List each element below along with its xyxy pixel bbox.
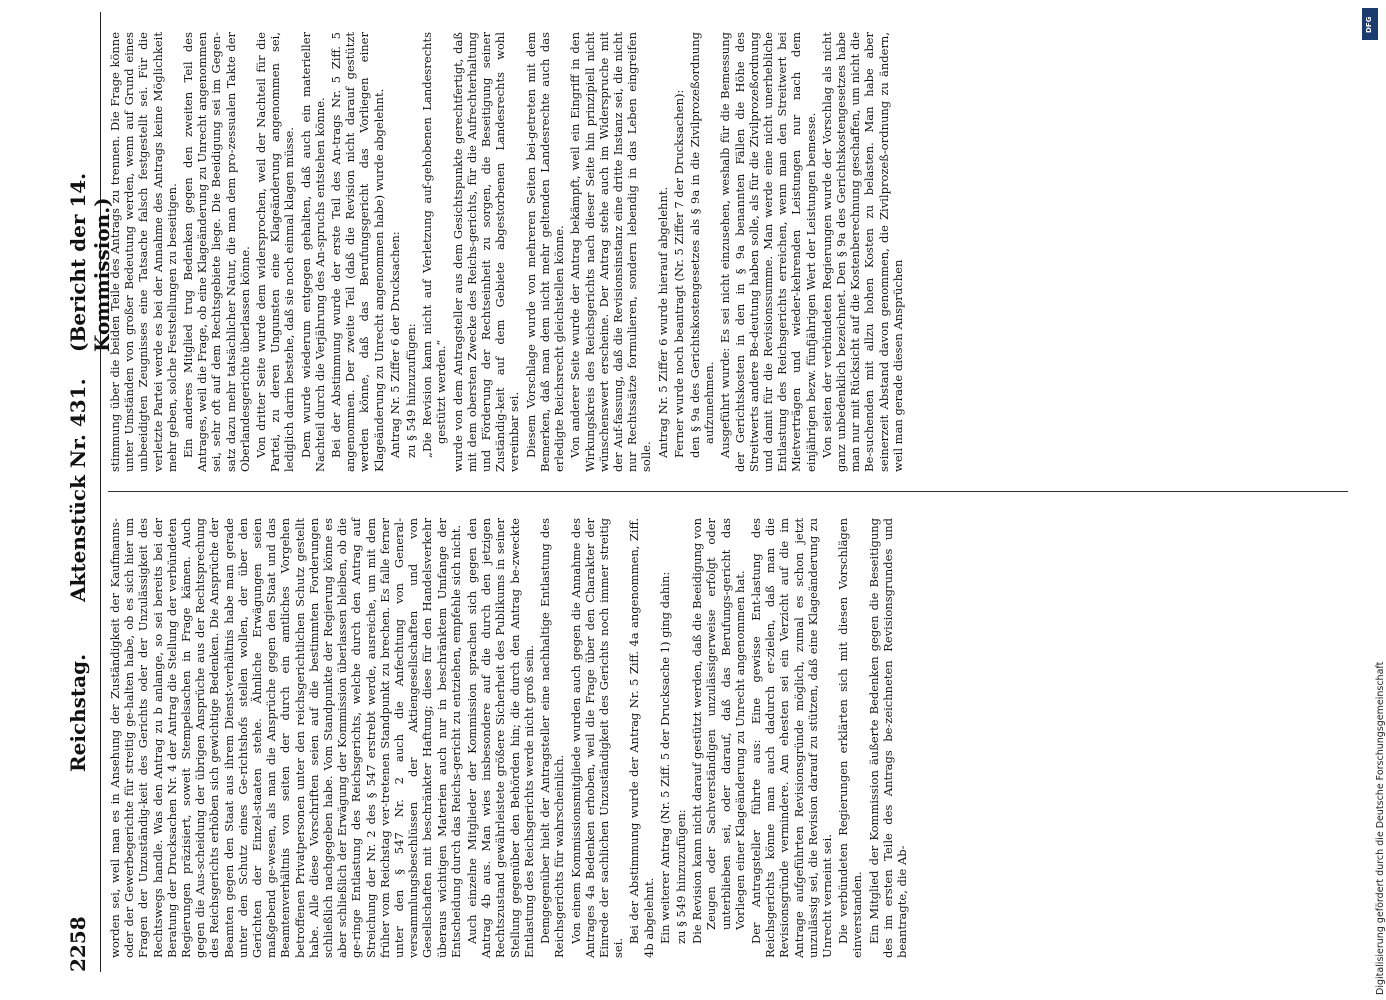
right-column xyxy=(108,32,1348,472)
right-title: (Bericht der 14. Kommission.) xyxy=(66,172,114,352)
paragraph: Der Antragsteller führte aus: Eine gewisse Ent-lastung des Reichsgerichts könne man auch dadurch er-zielen, daß man die Revisionsgründe vermindere. Am ehesten sei ein Verzicht auf die im Antrage aufgeführten Revisionsgründe möglich, zumal es schon jetzt unzulässig sei, die Revision darauf zu stützen, daß eine Klageänderung zu Unrecht verneint sei. xyxy=(748,518,834,958)
paragraph: Diesem Vorschlage wurde von mehreren Seiten bei-getreten mit dem Bemerken, daß man dem nicht mehr geltenden Landesrechte auch das erledigte Reichsrecht gleichstellen könne. xyxy=(523,32,567,472)
quoted-paragraph: Die Revision kann nicht darauf gestützt werden, daß die Beeidigung von Zeugen oder Sachverständigen unzulässigerweise erfolgt oder unterblieben sei, oder darauf, daß das Berufungs-gericht das Vorliegen einer Klageänderung zu Unrecht angenommen hat. xyxy=(690,518,747,944)
left-column xyxy=(108,518,1348,958)
paragraph: Demgegenüber hielt der Antragsteller eine nachhaltige Entlastung des Reichsgerichts für wahrscheinlich. xyxy=(538,518,567,958)
paragraph: Antrag Nr. 5 Ziffer 6 wurde hierauf abgelehnt. xyxy=(655,186,670,458)
left-title: Reichstag. xyxy=(66,653,90,772)
paragraph: Von einem Kommissionsmitgliede wurden auch gegen die Annahme des Antrages 4a Bedenken erhoben, weil die Frage über den Charakter der Einrede der sachlichen Unzuständigkeit des Gerichts noch immer streitig sei. xyxy=(568,518,626,958)
quoted-paragraph: den § 9a des Gerichtskostengesetzes als § 9a in die Zivilprozeßordnung aufzunehmen. xyxy=(687,32,717,458)
paragraph: Ferner wurde noch beantragt (Nr. 5 Ziffer 7 der Drucksachen): xyxy=(671,89,686,458)
paragraph: Von seiten der verbündeten Regierungen wurde der Vorschlag als nicht ganz unbedenklich bezeichnet. Den § 9a des Gerichtskostengesetzes habe man nur mit Rücksicht auf die Kostenberechnung geschaffen, um nicht die Be-suchenden mit allzu hohen Kosten zu belasten. Man habe aber seinerzeit Abstand davon genommen, die Zivilprozeß-ordnung zu ändern, weil man gerade diesen Ansprüchen xyxy=(819,32,905,472)
paragraph: Auch einzelne Mitglieder der Kommission sprachen sich gegen den Antrag 4b aus. Man wies insbesondere auf die durch den jetzigen Rechtszustand gewährleistete größere Sicherheit des Publikums in seiner Stellung gegenüber den Behörden hin; die durch den Antrag be-zweckte Entlastung des Reichsgerichts werde nicht groß sein. xyxy=(465,518,536,958)
dfg-logo-text: DFG xyxy=(1365,16,1373,33)
page-header xyxy=(60,12,114,972)
paragraph: Ein Mitglied der Kommission äußerte Bedenken gegen die Beseitigung des im ersten Teile des Antrags be-zeichneten Revisionsgrundes und beantragte, die Ab- xyxy=(866,518,909,958)
paragraph: zu § 549 hinzuzufügen: xyxy=(404,323,419,458)
paragraph: Ausgeführt wurde: Es sei nicht einzusehen, weshalb für die Bemessung der Gerichtskosten in den in § 9a benannten Fällen die Höhe des Streitwerts andere Be-deutung haben solle, als für die Zivilprozeßordnung und damit für die Revisionssumme. Man werde eine nicht unerhebliche Entlastung des Reichsgerichts erreichen, wenn man den Streitwert bei Mietverträgen und wieder-kehrenden Leistungen nur nach dem einjährigen bezw. fünfjährigen Wert der Leistungen bemesse. xyxy=(718,32,818,472)
paragraph: wurde von dem Antragsteller aus dem Gesichtspunkte gerechtfertigt, daß mit dem obersten Zwecke des Reichs-gerichts, für die Aufrechterhaltung und Förderung der Rechtseinheit zu sorgen, die Beseitigung seiner Zuständig-keit auf dem Gebiete abgestorbenen Landesrechts wohl vereinbar sei. xyxy=(450,32,522,472)
paragraph: zu § 549 hinzuzufügen: xyxy=(673,809,688,944)
paragraph: stimmung über die beiden Teile des Antrags zu trennen. Die Frage könne unter Umständen von großer Bedeutung werden, wenn auf Grund eines unbeeidigten Zeugnisses eine Tatsache falsch festgestellt sei. Für die verletzte Partei werde es bei der Annahme des Antrags keine Möglichkeit mehr geben, solche Feststellungen zu beseitigen. xyxy=(108,32,179,472)
paragraph: Die verbündeten Regierungen erklärten sich mit diesen Vorschlägen einverstanden. xyxy=(836,518,865,958)
document-page xyxy=(60,12,1360,972)
paragraph: Bei der Abstimmung wurde der Antrag Nr. 5 Ziff. 4a angenommen, Ziff. 4b abgelehnt. xyxy=(627,518,656,958)
digitization-credit: Digitalisierung gefördert durch die Deutsche Forschungsgemeinschaft xyxy=(1375,661,1386,995)
quoted-paragraph: „Die Revision kann nicht auf Verletzung auf-gehobenen Landesrechts gestützt werden.“ xyxy=(420,32,449,458)
paragraph: Antrag Nr. 5 Ziffer 6 der Drucksachen: xyxy=(387,231,402,458)
dfg-logo-icon xyxy=(1362,8,1378,40)
paragraph: Ein anderes Mitglied trug Bedenken gegen den zweiten Teil des Antrages, weil die Frage, ob eine Klageänderung zu Unrecht angenommen sei, sehr oft auf dem Rechtsgebiete liege. Die Beeidigung sei im Gegen-satz dazu mehr tatsächlicher Natur, die man dem pro-zessualen Takte der Oberlandesgerichte überlassen könne. xyxy=(181,32,252,472)
paragraph: Von dritter Seite wurde dem widersprochen, weil der Nachteil für die Partei, zu deren Ungunsten eine Klageänderung angenommen sei, lediglich darin bestehe, daß sie noch einmal klagen müsse. xyxy=(254,32,297,472)
column-divider xyxy=(108,491,1348,492)
paragraph: Von anderer Seite wurde der Antrag bekämpft, weil ein Eingriff in den Wirkungskreis des Reichsgerichts nach dieser Seite hin prinzipiell nicht wünschenswert erscheine. Der Antrag stehe auch im Widerspruche mit der Auf-fassung, daß die Revisionsinstanz eine dritte Instanz sei, die nicht nur Rechtssätze formulieren, sondern lebendig in das Leben eingreifen solle. xyxy=(568,32,654,472)
center-title: Aktenstück Nr. 431. xyxy=(66,378,90,602)
paragraph: Dem wurde wiederum entgegen gehalten, daß auch ein materieller Nachteil durch die Verjährung des An-spruchs entstehen könne. xyxy=(298,32,327,472)
paragraph: Bei der Abstimmung wurde der erste Teil des An-trags Nr. 5 Ziff. 5 angenommen. Der zweite Teil (daß die Revision nicht darauf gestützt werden könne, daß das Berufungsgericht das Vorliegen einer Klageänderung zu Unrecht angenommen habe) wurde abgelehnt. xyxy=(329,32,386,472)
paragraph: worden sei, weil man es in Ansehung der Zuständigkeit der Kaufmanns- oder der Gewerbegerichte für streitig ge-halten habe, ob es sich hier um Fragen der Unzuständig-keit des Gerichts oder der Unzulässigkeit des Rechtswegs handle. Was den Antrag zu b anlange, so sei bereits bei der Beratung der Drucksachen Nr. 4 der Antrag die Stellung der verbündeten Regierungen präzisiert, soweit Stempelsachen in Frage kämen. Auch gegen die Aus-scheidung der übrigen Ansprüche aus der Rechtsprechung des Reichsgerichts erhöben sich gewichtige Bedenken. Die Ansprüche der Beamten gegen den Staat aus ihrem Dienst-verhältnis habe man gerade unter den Schutz eines Ge-richtshofs stellen wollen, der über den Gerichten der Einzel-staaten stehe. Ähnliche Erwägungen seien maßgebend ge-wesen, als man die Ansprüche gegen den Staat und das Beamtenverhältnis von seiten der durch ein amtliches Vorgehen betroffenen Privatpersonen unter den reichsgerichtlichen Schutz gestellt habe. Alle diese Vorschriften seien auf die bestimmten Forderungen schließlich nachgegeben habe. Vom Standpunkte der Regierung könne es aber schließlich der Erwägung der Kommission überlassen bleiben, ob die ge-ringe Entlastung des Reichsgerichts, welche durch den Antrag auf Streichung der Nr. 2 des § 547 erstrebt werde, ausreiche, um mit dem früher vom Reichstag ver-tretenen Standpunkt zu brechen. Es falle ferner unter den § 547 Nr. 2 auch die Anfechtung von General-versammlungsbeschlüssen der Aktiengesellschaften und von Gesellschaften mit beschränkter Haftung; diese für den Handelsverkehr überaus wichtigen Materien auch nur in beschränktem Umfange der Entscheidung durch das Reichs-gericht zu entziehen, empfehle sich nicht. xyxy=(108,518,463,958)
paragraph: Ein weiterer Antrag (Nr. 5 Ziff. 5 der Drucksache 1) ging dahin: xyxy=(657,571,672,944)
page-number: 2258 xyxy=(66,916,90,972)
